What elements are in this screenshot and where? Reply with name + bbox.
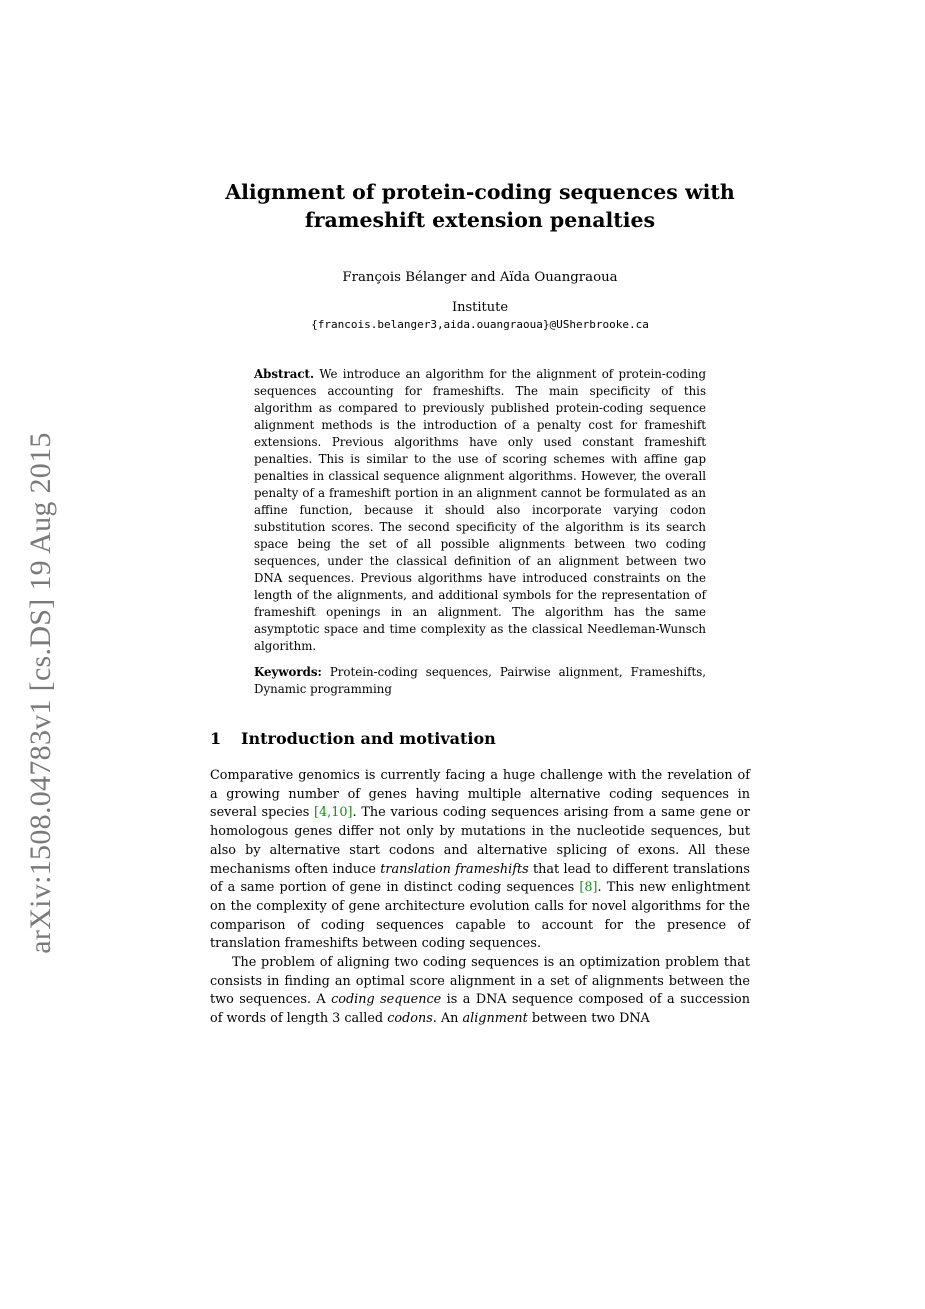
title-line-1: Alignment of protein-coding sequences with [225,180,735,204]
section-title: Introduction and motivation [241,729,496,748]
paragraph-text: between two DNA [527,1011,650,1027]
author-emails: {francois.belanger3,aida.ouangraoua}@USherbrooke.ca [311,318,649,331]
arxiv-identifier: arXiv:1508.04783v1 [cs.DS] 19 Aug 2015 [24,432,57,954]
abstract-text: We introduce an algorithm for the alignment of protein-coding sequences accounting for frameshifts. The main specificity of this algorithm as compared to previously published protein-coding sequence alignment methods is the introduction of a penalty cost for frameshift extensions. Previous algorithms have only used constant frameshift penalties. This is similar to the use of scoring schemes with affine gap penalties in classical sequence alignment algorithms. However, the overall penalty of a frameshift portion in an alignment cannot be formulated as an affine function, because it should also incorporate varying codon substitution scores. The second specificity of the algorithm is its search space being the set of all possible alignments between two coding sequences, under the classical definition of an alignment between two DNA sequences. Previous algorithms have introduced constraints on the length of the alignments, and additional symbols for the representation of frameshift openings in an alignment. The algorithm has the same asymptotic space and time complexity as the classical Needleman-Wunsch algorithm. [254,367,707,653]
keywords [254,664,706,698]
emphasis: codons [387,1011,433,1027]
section-heading [210,728,750,750]
paragraph-text: Comparative genomics is currently facing a huge challenge with the revelation of a growing number of genes having multiple alternative coding sequences in several species [210,768,750,821]
paper-page [210,178,750,1029]
institute: Institute [451,300,509,315]
emphasis: alignment [462,1011,528,1027]
paragraph-text: that lead to different translations of a same portion of gene in distinct coding sequences [210,861,750,896]
paper-title [210,178,750,234]
emphasis: translation frameshifts [380,861,529,877]
citation-link[interactable]: [8] [579,880,598,896]
title-line-2: frameshift extension penalties [304,208,656,232]
paragraph-text: . An [432,1011,463,1027]
citation-link[interactable]: [4,10] [314,805,353,821]
abstract [254,366,706,655]
paragraph-text: . This new enlightment on the complexity of gene architecture evolution calls for novel algorithms for the comparison of coding sequences capable to account for the presence of translation frameshifts between coding sequences. [210,880,750,952]
paragraph-text: . The various coding sequences arising from a same gene or homologous genes differ not only by mutations in the nucleotide sequences, but also by alternative start codons and alternative splicing of exons. All these mechanisms often induce [210,805,750,877]
keywords-label: Keywords: [254,665,322,679]
paragraph-text: The problem of aligning two coding sequences is an optimization problem that consists in finding an optimal score alignment in a set of alignments between the two sequences. A [210,955,750,1008]
paragraph-text: is a DNA sequence composed of a succession of words of length 3 called [210,992,750,1027]
section-number: 1 [210,729,222,748]
keywords-text: Protein-coding sequences, Pairwise alignment, Frameshifts, Dynamic programming [254,665,707,696]
emphasis: coding sequence [331,992,442,1008]
author-list: François Bélanger and Aïda Ouangraoua [342,270,618,285]
abstract-label: Abstract. [254,367,315,381]
intro-paragraph-2 [210,954,750,1029]
intro-paragraph-1 [210,767,750,954]
